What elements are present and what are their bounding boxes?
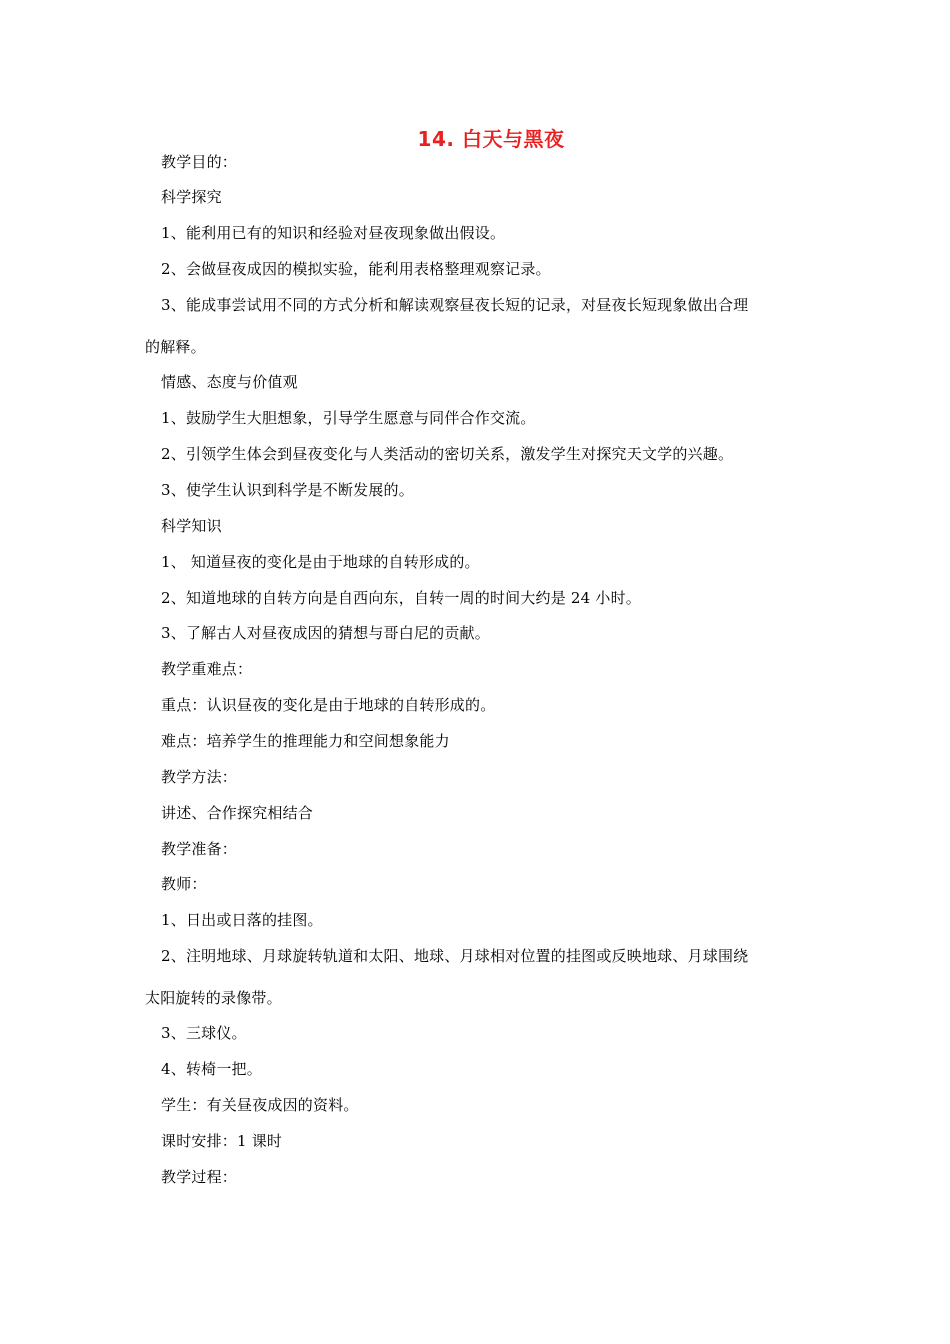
text-line: 教学准备： bbox=[161, 840, 238, 858]
text-line: 教学过程： bbox=[161, 1168, 238, 1186]
text-line: 1、能利用已有的知识和经验对昼夜现象做出假设。 bbox=[161, 224, 506, 242]
text-line: 教学目的： bbox=[161, 153, 238, 171]
text-line: 2、会做昼夜成因的模拟实验，能利用表格整理观察记录。 bbox=[161, 260, 551, 278]
text-line: 1、 知道昼夜的变化是由于地球的自转形成的。 bbox=[161, 553, 480, 571]
text-line: 科学知识 bbox=[161, 517, 222, 535]
text-line: 3、使学生认识到科学是不断发展的。 bbox=[161, 481, 414, 499]
text-line: 2、注明地球、月球旋转轨道和太阳、地球、月球相对位置的挂图或反映地球、月球围绕 bbox=[161, 947, 749, 965]
text-line: 教学方法： bbox=[161, 768, 238, 786]
text-line: 难点：培养学生的推理能力和空间想象能力 bbox=[161, 732, 450, 750]
text-line: 学生：有关昼夜成因的资料。 bbox=[161, 1096, 359, 1114]
text-line: 2、引领学生体会到昼夜变化与人类活动的密切关系，激发学生对探究天文学的兴趣。 bbox=[161, 445, 734, 463]
text-line: 3、能成事尝试用不同的方式分析和解读观察昼夜长短的记录，对昼夜长短现象做出合理 bbox=[161, 296, 749, 314]
text-line: 教学重难点： bbox=[161, 660, 253, 678]
text-line: 1、鼓励学生大胆想象，引导学生愿意与同伴合作交流。 bbox=[161, 409, 536, 427]
text-line: 重点：认识昼夜的变化是由于地球的自转形成的。 bbox=[161, 696, 496, 714]
text-line: 情感、态度与价值观 bbox=[161, 373, 298, 391]
text-line: 3、了解古人对昼夜成因的猜想与哥白尼的贡献。 bbox=[161, 624, 490, 642]
text-line: 4、转椅一把。 bbox=[161, 1060, 262, 1078]
text-line: 教师： bbox=[161, 875, 207, 893]
text-line: 的解释。 bbox=[145, 338, 206, 356]
text-line: 3、三球仪。 bbox=[161, 1024, 247, 1042]
text-line: 1、日出或日落的挂图。 bbox=[161, 911, 323, 929]
text-line: 2、知道地球的自转方向是自西向东，自转一周的时间大约是 24 小时。 bbox=[161, 589, 641, 607]
text-line: 课时安排：1 课时 bbox=[161, 1132, 283, 1150]
text-line: 科学探究 bbox=[161, 188, 222, 206]
text-line: 讲述、合作探究相结合 bbox=[161, 804, 314, 822]
text-line: 太阳旋转的录像带。 bbox=[145, 989, 282, 1007]
document-title: 14. 白天与黑夜 bbox=[417, 127, 565, 151]
